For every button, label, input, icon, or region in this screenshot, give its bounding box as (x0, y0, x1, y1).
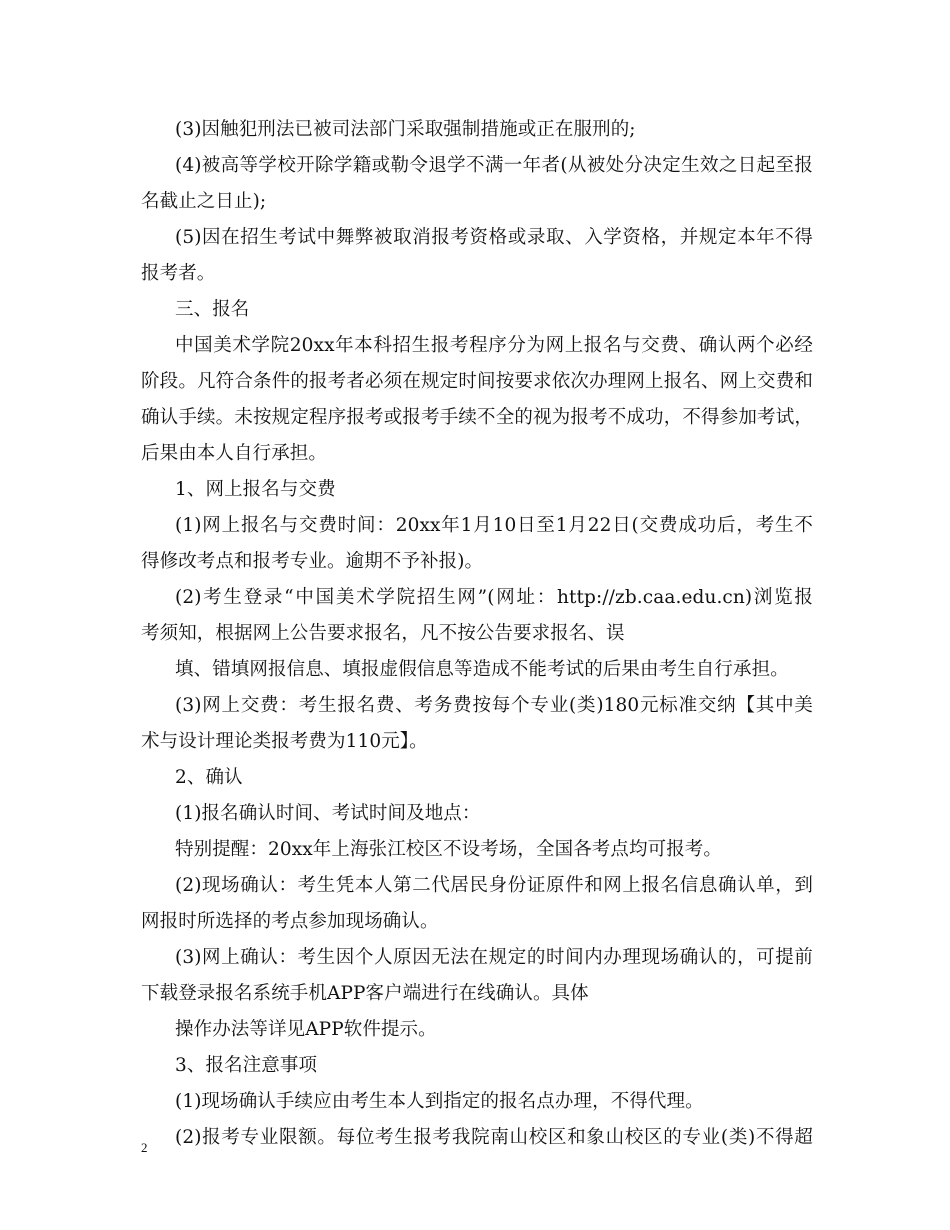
text-line: 阶段。凡符合条件的报考者必须在规定时间按要求依次办理网上报名、网上交费和 (141, 371, 813, 392)
text-line: (4)被高等学校开除学籍或勒令退学不满一年者(从被处分决定生效之日起至报 (175, 155, 813, 176)
subsection-heading: 1、网上报名与交费 (175, 479, 336, 500)
text-line: 特别提醒：20xx年上海张江校区不设考场，全国各考点均可报考。 (175, 839, 723, 860)
text-line: 确认手续。未按规定程序报考或报考手续不全的视为报考不成功，不得参加考试， (141, 407, 813, 428)
text-line: 名截止之日止); (141, 191, 267, 212)
text-line: (1)网上报名与交费时间：20xx年1月10日至1月22日(交费成功后，考生不 (175, 515, 813, 536)
text-line: (1)报名确认时间、考试时间及地点： (175, 803, 481, 824)
document-body (141, 112, 813, 1156)
text-line: 填、错填网报信息、填报虚假信息等造成不能考试的后果由考生自行承担。 (175, 659, 789, 680)
text-line: 下载登录报名系统手机APP客户端进行在线确认。具体 (141, 983, 589, 1004)
text-line: (5)因在招生考试中舞弊被取消报考资格或录取、入学资格，并规定本年不得 (175, 227, 813, 248)
page-number: 2 (141, 1140, 148, 1155)
text-line: (2)现场确认：考生凭本人第二代居民身份证原件和网上报名信息确认单，到 (175, 875, 813, 896)
text-line: (3)因触犯刑法已被司法部门采取强制措施或正在服刑的; (175, 119, 636, 140)
text-line: 中国美术学院20xx年本科招生报考程序分为网上报名与交费、确认两个必经 (175, 335, 813, 356)
text-line: 得修改考点和报考专业。逾期不予补报)。 (141, 551, 484, 572)
text-line: (2)报考专业限额。每位考生报考我院南山校区和象山校区的专业(类)不得超 (175, 1127, 813, 1148)
text-line: 报考者。 (141, 263, 216, 284)
text-line: (2)考生登录“中国美术学院招生网”(网址：http://zb.caa.edu.cn)浏览报 (175, 587, 813, 608)
text-line: 后果由本人自行承担。 (141, 443, 328, 464)
text-line: 网报时所选择的考点参加现场确认。 (141, 911, 439, 932)
text-line: (3)网上确认：考生因个人原因无法在规定的时间内办理现场确认的，可提前 (175, 947, 813, 968)
text-line: (1)现场确认手续应由考生本人到指定的报名点办理，不得代理。 (175, 1091, 704, 1112)
text-line: 考须知，根据网上公告要求报名，凡不按公告要求报名、误 (141, 623, 625, 644)
subsection-heading: 2、确认 (175, 767, 243, 788)
section-heading: 三、报名 (175, 299, 250, 320)
text-line: (3)网上交费：考生报名费、考务费按每个专业(类)180元标准交纳【其中美 (175, 695, 813, 716)
subsection-heading: 3、报名注意事项 (175, 1055, 318, 1076)
text-line: 操作办法等详见APP软件提示。 (175, 1019, 437, 1040)
text-line: 术与设计理论类报考费为110元】。 (141, 731, 428, 752)
